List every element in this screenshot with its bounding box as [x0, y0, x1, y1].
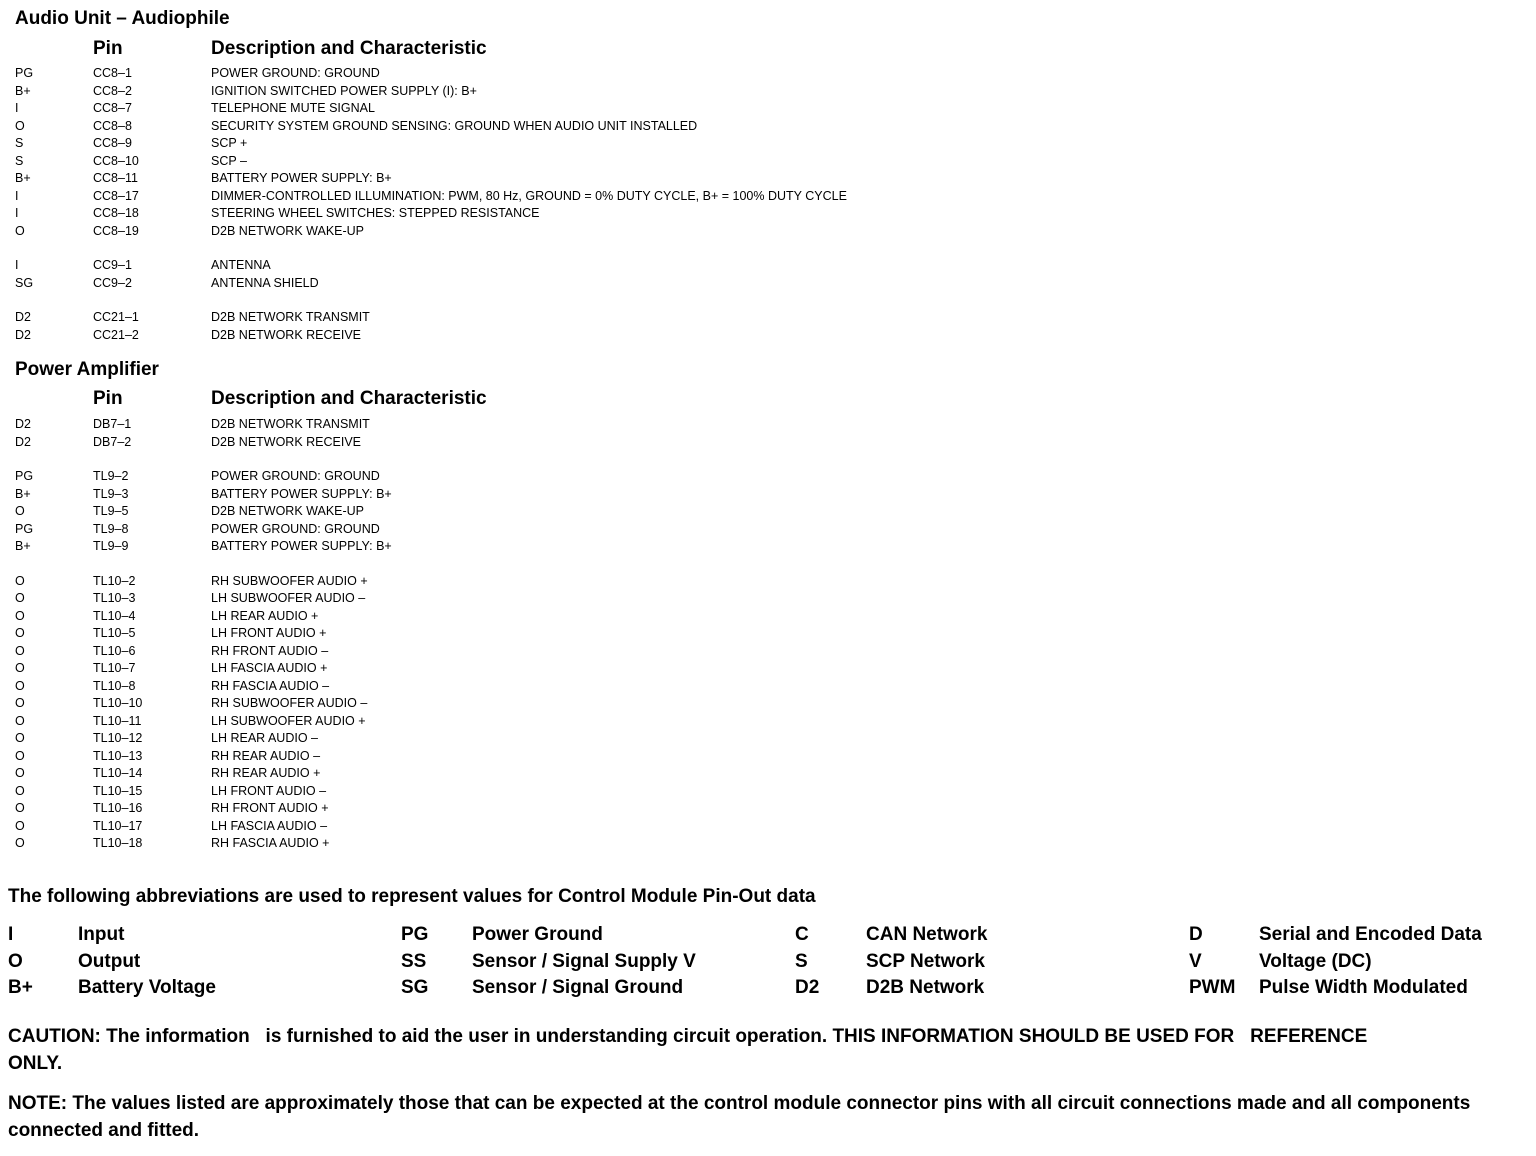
row-spacer — [0, 451, 1536, 468]
pin-row — [0, 748, 1536, 766]
pin-type: O — [15, 504, 25, 518]
row-spacer — [0, 292, 1536, 309]
pin-type: PG — [15, 66, 34, 80]
audio-unit-desc-header: Description and Characteristic — [211, 38, 487, 59]
pin-type: O — [15, 713, 25, 728]
pin-id: TL10–3 — [93, 591, 136, 605]
pin-description: BATTERY POWER SUPPLY: B+ — [211, 486, 392, 501]
pin-type: I — [15, 206, 19, 220]
pin-type: O — [15, 223, 25, 238]
pin-type: O — [15, 766, 25, 780]
abbreviation-code: O — [8, 951, 23, 972]
pin-description: SCP – — [211, 153, 247, 168]
pin-type: D2 — [15, 434, 31, 449]
abbreviation-meaning: CAN Network — [866, 924, 988, 945]
pin-id: TL10–6 — [93, 643, 136, 658]
abbreviation-meaning: Input — [78, 924, 125, 945]
pin-type: B+ — [15, 539, 31, 553]
pin-id: TL10–5 — [93, 626, 136, 640]
pin-id: TL10–14 — [93, 766, 143, 780]
pin-description: RH FASCIA AUDIO – — [211, 678, 330, 693]
pin-id: CC8–11 — [93, 171, 138, 185]
pin-id: TL10–13 — [93, 748, 143, 763]
pin-row — [0, 608, 1536, 626]
pin-type: I — [15, 101, 19, 115]
pin-id: CC8–1 — [93, 66, 132, 80]
pin-description: BATTERY POWER SUPPLY: B+ — [211, 539, 392, 553]
pin-row — [0, 835, 1536, 853]
pin-id: TL10–4 — [93, 608, 136, 623]
caution-text — [8, 1023, 1528, 1077]
abbreviation-meaning: D2B Network — [866, 977, 985, 998]
row-spacer — [0, 240, 1536, 257]
pin-row — [0, 713, 1536, 731]
pin-id: CC8–7 — [93, 101, 132, 115]
abbreviation-meaning: Battery Voltage — [78, 977, 216, 998]
pin-description: DIMMER-CONTROLLED ILLUMINATION: PWM, 80 Hz, GROUND = 0% DUTY CYCLE, B+ = 100% DUTY CYCLE — [211, 188, 847, 203]
pin-description: RH REAR AUDIO – — [211, 748, 321, 763]
abbreviations-title: The following abbreviations are used to represent values for Control Module Pin-Out data — [8, 886, 816, 907]
pin-id: CC8–19 — [93, 223, 139, 238]
pin-type: D2 — [15, 310, 31, 324]
pin-row — [0, 434, 1536, 452]
caution-part-1: CAUTION: The information — [8, 1026, 250, 1047]
abbreviation-code: C — [795, 924, 809, 945]
pin-row — [0, 223, 1536, 241]
pin-description: RH SUBWOOFER AUDIO + — [211, 573, 368, 588]
pin-row — [0, 205, 1536, 223]
pin-row — [0, 327, 1536, 345]
abbreviation-code: B+ — [8, 977, 33, 998]
pin-row — [0, 660, 1536, 678]
pin-type: O — [15, 731, 25, 745]
pin-description: LH SUBWOOFER AUDIO + — [211, 713, 366, 728]
pin-id: TL10–2 — [93, 573, 136, 588]
row-spacer — [0, 556, 1536, 573]
pin-type: S — [15, 136, 24, 150]
pin-type: B+ — [15, 83, 31, 98]
pin-type: SG — [15, 275, 34, 290]
abbreviation-code: SS — [401, 951, 427, 972]
note-text: NOTE: The values listed are approximately those that can be expected at the control module connector pins with all circuit connections made and all components connected and fitted. — [8, 1093, 1471, 1141]
abbreviation-meaning: Serial and Encoded Data — [1259, 924, 1482, 945]
pin-description: STEERING WHEEL SWITCHES: STEPPED RESISTANCE — [211, 206, 540, 220]
pin-row — [0, 188, 1536, 206]
pin-row — [0, 257, 1536, 275]
abbreviation-code: D — [1189, 924, 1203, 945]
abbreviation-meaning: Sensor / Signal Supply V — [472, 951, 696, 972]
pin-type: O — [15, 801, 25, 815]
pin-row — [0, 309, 1536, 327]
pin-description: RH SUBWOOFER AUDIO – — [211, 696, 368, 710]
pin-id: CC8–17 — [93, 188, 139, 203]
pin-id: TL9–9 — [93, 539, 129, 553]
power-amp-desc-header: Description and Characteristic — [211, 388, 487, 409]
pin-description: POWER GROUND: GROUND — [211, 469, 380, 483]
pin-row — [0, 170, 1536, 188]
pin-description: BATTERY POWER SUPPLY: B+ — [211, 171, 392, 185]
pin-id: TL10–11 — [93, 713, 142, 728]
pin-description: IGNITION SWITCHED POWER SUPPLY (I): B+ — [211, 83, 477, 98]
pin-type: O — [15, 643, 25, 658]
pin-description: RH FRONT AUDIO + — [211, 801, 329, 815]
abbreviation-code: PG — [401, 924, 429, 945]
pin-type: O — [15, 626, 25, 640]
pin-description: D2B NETWORK RECEIVE — [211, 327, 362, 342]
pin-description: POWER GROUND: GROUND — [211, 521, 380, 536]
pin-type: S — [15, 153, 24, 168]
pin-id: TL10–12 — [93, 731, 143, 745]
pin-description: LH FRONT AUDIO – — [211, 783, 327, 798]
pin-type: I — [15, 258, 19, 272]
pin-description: D2B NETWORK RECEIVE — [211, 434, 362, 449]
pin-row — [0, 135, 1536, 153]
pin-description: D2B NETWORK WAKE-UP — [211, 504, 365, 518]
abbreviation-meaning: Sensor / Signal Ground — [472, 977, 684, 998]
pin-id: TL9–5 — [93, 504, 129, 518]
pin-type: O — [15, 836, 25, 850]
abbreviation-code: PWM — [1189, 977, 1236, 998]
pin-description: POWER GROUND: GROUND — [211, 66, 380, 80]
pin-id: CC8–18 — [93, 206, 139, 220]
caution-part-3: REFERENCE — [1250, 1026, 1368, 1047]
pin-row — [0, 503, 1536, 521]
audio-unit-title: Audio Unit – Audiophile — [15, 8, 230, 29]
pin-id: CC8–10 — [93, 153, 139, 168]
power-amp-title: Power Amplifier — [15, 359, 159, 380]
pin-row — [0, 818, 1536, 836]
pin-type: PG — [15, 521, 34, 536]
pin-type: D2 — [15, 417, 31, 431]
abbreviation-code: SG — [401, 977, 429, 998]
abbreviation-meaning: Pulse Width Modulated — [1259, 977, 1468, 998]
pin-row — [0, 100, 1536, 118]
pin-type: B+ — [15, 486, 31, 501]
pin-description: LH REAR AUDIO – — [211, 731, 318, 745]
pin-description: SECURITY SYSTEM GROUND SENSING: GROUND WHEN AUDIO UNIT INSTALLED — [211, 118, 698, 133]
pin-description: ANTENNA — [211, 258, 271, 272]
pin-row — [0, 83, 1536, 101]
pin-id: CC8–8 — [93, 118, 132, 133]
pin-description: TELEPHONE MUTE SIGNAL — [211, 101, 375, 115]
abbreviation-meaning: Output — [78, 951, 141, 972]
pin-row — [0, 730, 1536, 748]
pin-row — [0, 695, 1536, 713]
pin-description: ANTENNA SHIELD — [211, 275, 319, 290]
pin-type: O — [15, 591, 25, 605]
pin-row — [0, 800, 1536, 818]
pin-id: DB7–1 — [93, 417, 132, 431]
pin-id: TL10–15 — [93, 783, 143, 798]
pin-type: O — [15, 661, 25, 675]
caution-part-2: is furnished to aid the user in understanding circuit operation. THIS INFORMATION SHOULD BE USED FOR — [265, 1026, 1235, 1047]
pin-type: O — [15, 678, 25, 693]
pin-row — [0, 468, 1536, 486]
audio-unit-pin-table — [0, 65, 1536, 344]
pin-description: SCP + — [211, 136, 248, 150]
abbreviation-code: S — [795, 951, 808, 972]
pin-id: TL9–3 — [93, 486, 129, 501]
pin-row — [0, 416, 1536, 434]
pin-row — [0, 538, 1536, 556]
caution-part-4: ONLY. — [8, 1053, 63, 1074]
pin-type: O — [15, 818, 25, 833]
pin-id: CC9–2 — [93, 275, 132, 290]
pin-type: O — [15, 783, 25, 798]
power-amp-pin-header: Pin — [93, 388, 123, 409]
abbreviation-meaning: SCP Network — [866, 951, 985, 972]
pin-type: O — [15, 118, 25, 133]
pin-description: LH REAR AUDIO + — [211, 608, 319, 623]
pin-row — [0, 625, 1536, 643]
pin-id: TL10–16 — [93, 801, 143, 815]
abbreviation-code: I — [8, 924, 14, 945]
pin-id: CC8–9 — [93, 136, 132, 150]
pin-row — [0, 275, 1536, 293]
pin-id: TL9–8 — [93, 521, 129, 536]
pin-id: CC9–1 — [93, 258, 132, 272]
abbreviation-meaning: Voltage (DC) — [1259, 951, 1372, 972]
abbreviation-code: V — [1189, 951, 1202, 972]
pin-row — [0, 643, 1536, 661]
pin-description: D2B NETWORK TRANSMIT — [211, 310, 370, 324]
pin-row — [0, 765, 1536, 783]
pin-row — [0, 118, 1536, 136]
pin-type: O — [15, 748, 25, 763]
pin-row — [0, 678, 1536, 696]
pin-description: RH FRONT AUDIO – — [211, 643, 329, 658]
pin-id: TL10–17 — [93, 818, 143, 833]
pin-description: D2B NETWORK TRANSMIT — [211, 417, 370, 431]
pin-id: DB7–2 — [93, 434, 132, 449]
pin-description: LH FASCIA AUDIO – — [211, 818, 328, 833]
pin-type: D2 — [15, 327, 31, 342]
pin-description: LH SUBWOOFER AUDIO – — [211, 591, 366, 605]
pin-row — [0, 65, 1536, 83]
pin-description: RH FASCIA AUDIO + — [211, 836, 330, 850]
pin-row — [0, 590, 1536, 608]
pin-id: TL9–2 — [93, 469, 129, 483]
pin-type: O — [15, 608, 25, 623]
abbreviation-meaning: Power Ground — [472, 924, 603, 945]
pin-type: O — [15, 573, 25, 588]
pin-description: D2B NETWORK WAKE-UP — [211, 223, 365, 238]
pin-id: TL10–10 — [93, 696, 143, 710]
pin-row — [0, 783, 1536, 801]
pin-row — [0, 521, 1536, 539]
pin-id: TL10–18 — [93, 836, 143, 850]
pin-row — [0, 486, 1536, 504]
audio-unit-pin-header: Pin — [93, 38, 123, 59]
pin-row — [0, 153, 1536, 171]
pin-type: I — [15, 188, 19, 203]
power-amp-pin-table — [0, 416, 1536, 853]
pin-type: PG — [15, 469, 34, 483]
abbreviation-code: D2 — [795, 977, 820, 998]
pin-id: TL10–8 — [93, 678, 136, 693]
pin-type: O — [15, 696, 25, 710]
pin-id: TL10–7 — [93, 661, 136, 675]
pin-description: LH FRONT AUDIO + — [211, 626, 327, 640]
pin-id: CC8–2 — [93, 83, 132, 98]
pin-id: CC21–1 — [93, 310, 139, 324]
pin-description: RH REAR AUDIO + — [211, 766, 321, 780]
pin-description: LH FASCIA AUDIO + — [211, 661, 328, 675]
pin-row — [0, 573, 1536, 591]
pin-type: B+ — [15, 171, 31, 185]
pin-id: CC21–2 — [93, 327, 139, 342]
